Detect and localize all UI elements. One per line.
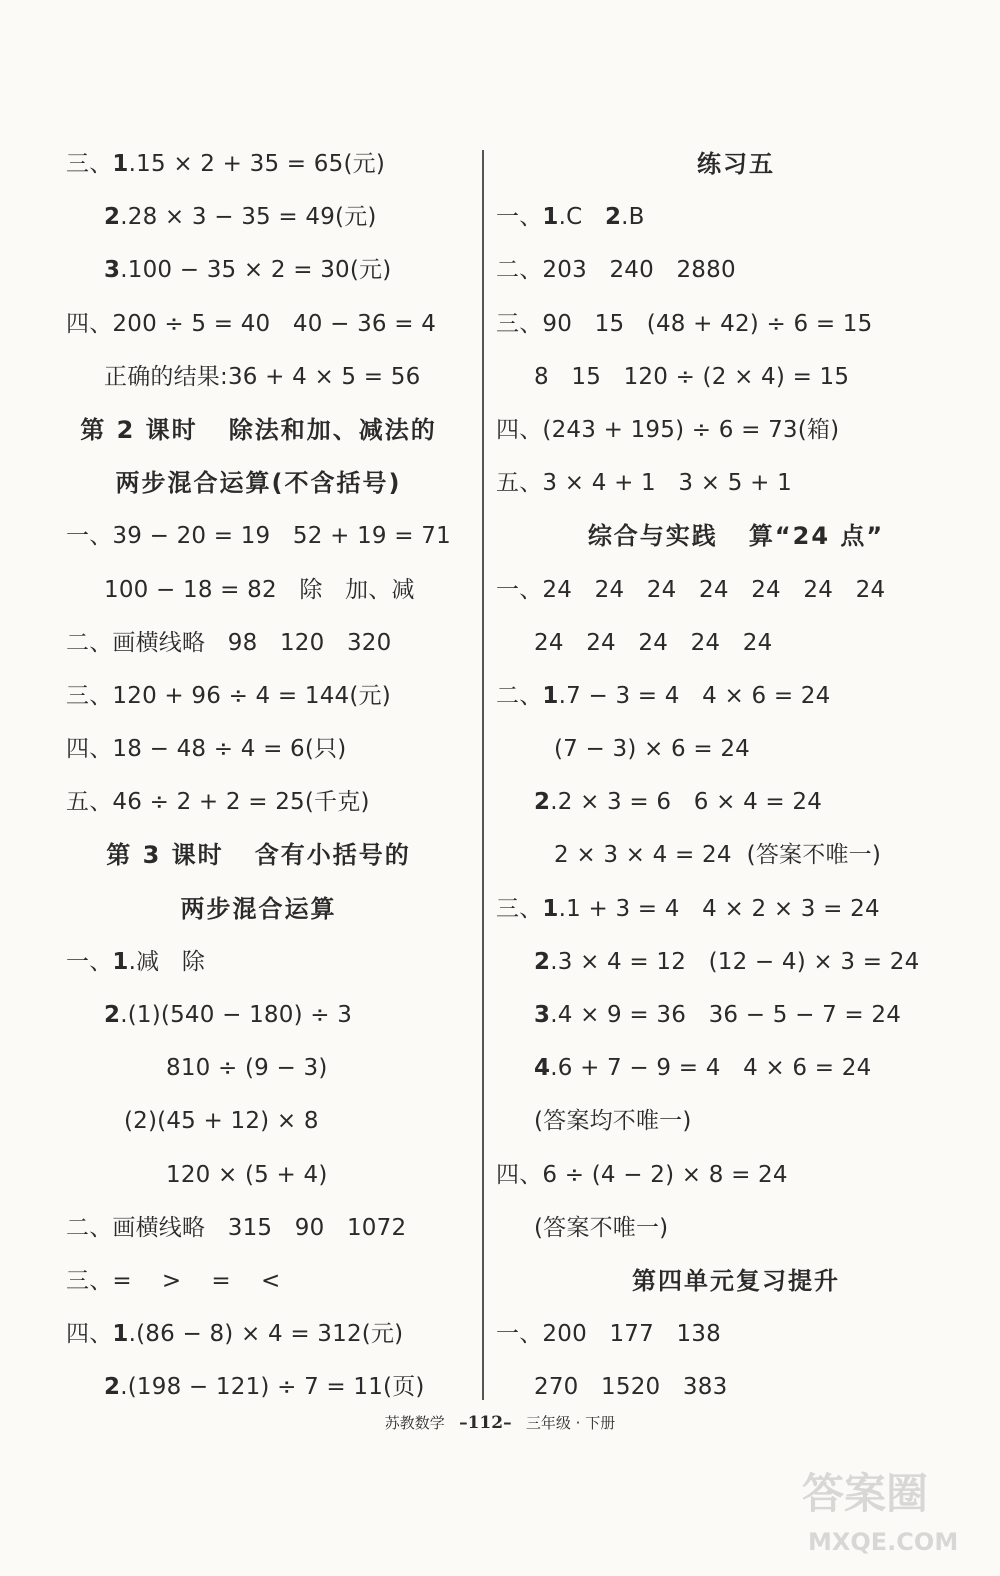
item-prefix: 四、 bbox=[496, 416, 543, 443]
item-prefix: 一、 bbox=[496, 1321, 543, 1348]
answer-line bbox=[66, 617, 471, 670]
answer-line bbox=[66, 1308, 471, 1361]
answer-text: 正确的结果:36 + 4 × 5 = 56 bbox=[104, 363, 421, 390]
heading-text: 第 3 课时 含有小括号的 bbox=[106, 841, 411, 870]
item-prefix: 一、 bbox=[496, 204, 543, 231]
answer-text: (答案均不唯一) bbox=[534, 1108, 692, 1135]
answer-text: 120 + 96 ÷ 4 = 144(元) bbox=[112, 682, 391, 709]
answer-line bbox=[66, 510, 471, 563]
answer-line bbox=[66, 191, 471, 244]
answer-line bbox=[66, 1095, 471, 1148]
sub-item-number: 3 bbox=[104, 257, 121, 284]
sub-item-number: 2 bbox=[534, 789, 551, 816]
footer-grade: 三年级 · 下册 bbox=[525, 1414, 616, 1432]
answer-line bbox=[66, 1202, 471, 1255]
answer-text: .(86 − 8) × 4 = 312(元) bbox=[128, 1321, 404, 1348]
answer-text: 270 1520 383 bbox=[534, 1374, 728, 1401]
answer-line bbox=[496, 1149, 976, 1202]
answer-line bbox=[496, 244, 976, 297]
answer-text: .(1)(540 − 180) ÷ 3 bbox=[120, 1002, 353, 1028]
answer-line bbox=[66, 1042, 471, 1095]
section-heading bbox=[46, 829, 471, 882]
answer-text: 18 − 48 ÷ 4 = 6(只) bbox=[112, 736, 347, 763]
item-prefix: 四、 bbox=[66, 1321, 113, 1348]
answer-line bbox=[66, 1361, 471, 1414]
answer-text: (243 + 195) ÷ 6 = 73(箱) bbox=[542, 416, 840, 443]
sub-item-number: 2 bbox=[534, 948, 551, 975]
answer-line bbox=[496, 1308, 976, 1361]
section-heading bbox=[46, 404, 471, 457]
answer-text: .3 × 4 = 12 (12 − 4) × 3 = 24 bbox=[550, 948, 920, 975]
sub-item-number: 1 bbox=[542, 682, 559, 709]
answer-text: (2)(45 + 12) × 8 bbox=[124, 1108, 319, 1135]
answer-text: .2 × 3 = 6 6 × 4 = 24 bbox=[550, 789, 823, 816]
answer-text: 8 15 120 ÷ (2 × 4) = 15 bbox=[534, 363, 850, 390]
item-prefix: 一、 bbox=[496, 576, 543, 603]
sub-item-number: 2 bbox=[104, 1002, 121, 1028]
sub-item-number: 4 bbox=[534, 1055, 551, 1082]
answer-line bbox=[66, 723, 471, 776]
section-heading bbox=[46, 457, 471, 510]
sub-item-number: 2 bbox=[104, 204, 121, 231]
item-prefix: 四、 bbox=[66, 310, 113, 337]
answer-line bbox=[496, 829, 976, 882]
answer-text: 203 240 2880 bbox=[542, 257, 736, 284]
answer-line bbox=[496, 1361, 976, 1414]
answer-text: (7 − 3) × 6 = 24 bbox=[554, 736, 750, 763]
answer-line bbox=[496, 298, 976, 351]
page-number: 112 bbox=[467, 1413, 504, 1433]
answer-text: .(198 − 121) ÷ 7 = 11(页) bbox=[120, 1374, 425, 1401]
answer-line bbox=[496, 936, 976, 989]
watermark-domain: MXQE.COM bbox=[808, 1528, 959, 1556]
answer-line bbox=[66, 1255, 471, 1308]
answer-line bbox=[496, 776, 976, 829]
answer-text: 810 ÷ (9 − 3) bbox=[166, 1055, 328, 1082]
answer-line bbox=[496, 404, 976, 457]
item-prefix: 五、 bbox=[496, 470, 543, 497]
answer-text: .B bbox=[621, 204, 645, 231]
answer-text: 3 × 4 + 1 3 × 5 + 1 bbox=[542, 470, 792, 497]
answer-text: 画横线略 98 120 320 bbox=[112, 629, 392, 656]
answer-line bbox=[496, 1042, 976, 1095]
answer-text: 24 24 24 24 24 bbox=[534, 629, 773, 656]
answer-text: 46 ÷ 2 + 2 = 25(千克) bbox=[112, 789, 370, 816]
watermark-logo bbox=[796, 1450, 976, 1560]
column-divider bbox=[482, 150, 484, 1400]
footer-subject: 苏教数学 bbox=[384, 1414, 445, 1432]
answer-text: 6 ÷ (4 − 2) × 8 = 24 bbox=[542, 1161, 788, 1188]
item-prefix: 三、 bbox=[496, 310, 543, 337]
answer-text: 画横线略 315 90 1072 bbox=[112, 1214, 407, 1241]
answer-line bbox=[66, 989, 471, 1042]
answer-text: .7 − 3 = 4 4 × 6 = 24 bbox=[558, 682, 831, 709]
answer-line bbox=[496, 989, 976, 1042]
answer-line bbox=[66, 138, 471, 191]
item-prefix: 三、 bbox=[66, 151, 113, 177]
answer-text: 200 ÷ 5 = 40 40 − 36 = 4 bbox=[112, 310, 437, 337]
answer-text: 90 15 (48 + 42) ÷ 6 = 15 bbox=[542, 310, 873, 337]
item-prefix: 二、 bbox=[496, 257, 543, 284]
answer-text: .4 × 9 = 36 36 − 5 − 7 = 24 bbox=[550, 1002, 902, 1028]
answer-text: .1 + 3 = 4 4 × 2 × 3 = 24 bbox=[558, 895, 880, 922]
section-heading bbox=[496, 138, 976, 191]
sub-item-number: 1 bbox=[112, 151, 129, 177]
section-heading bbox=[496, 1255, 976, 1308]
item-prefix: 四、 bbox=[496, 1161, 543, 1188]
answer-line bbox=[66, 1149, 471, 1202]
answer-line bbox=[496, 1095, 976, 1148]
answer-text: 100 − 18 = 82 除 加、减 bbox=[104, 576, 415, 603]
sub-item-number: 2 bbox=[604, 204, 622, 231]
item-prefix: 一、 bbox=[66, 523, 113, 550]
answer-text: 120 × (5 + 4) bbox=[166, 1161, 328, 1188]
item-prefix: 三、 bbox=[496, 895, 543, 922]
answer-line bbox=[496, 457, 976, 510]
answer-text: (答案不唯一) bbox=[534, 1214, 669, 1241]
answer-line bbox=[496, 883, 976, 936]
item-prefix: 三、 bbox=[66, 1267, 113, 1294]
answer-line bbox=[66, 244, 471, 297]
heading-text: 第 2 课时 除法和加、减法的 bbox=[80, 415, 437, 444]
left-column bbox=[66, 138, 471, 1415]
answer-line bbox=[496, 617, 976, 670]
item-prefix: 五、 bbox=[66, 789, 113, 816]
answer-text: 200 177 138 bbox=[542, 1321, 721, 1348]
section-heading bbox=[496, 510, 976, 563]
answer-text: 2 × 3 × 4 = 24 (答案不唯一) bbox=[554, 842, 882, 869]
answer-text: .C bbox=[558, 204, 605, 231]
sub-item-number: 1 bbox=[112, 1321, 129, 1348]
answer-line bbox=[66, 564, 471, 617]
item-prefix: 二、 bbox=[496, 682, 543, 709]
page-footer: 苏教数学 –112– 三年级 · 下册 bbox=[384, 1413, 616, 1433]
item-prefix: 四、 bbox=[66, 736, 113, 763]
heading-text: 练习五 bbox=[697, 150, 775, 178]
answer-line bbox=[66, 351, 471, 404]
answer-line bbox=[496, 351, 976, 404]
answer-line bbox=[66, 670, 471, 723]
answer-line bbox=[496, 723, 976, 776]
answer-line bbox=[66, 776, 471, 829]
answer-line bbox=[496, 564, 976, 617]
heading-text: 综合与实践 算“24 点” bbox=[587, 522, 885, 551]
answer-line bbox=[66, 936, 471, 989]
sub-item-number: 1 bbox=[542, 895, 559, 922]
heading-text: 两步混合运算(不含括号) bbox=[115, 469, 402, 498]
sub-item-number: 3 bbox=[534, 1002, 551, 1028]
sub-item-number: 1 bbox=[542, 204, 559, 231]
sub-item-number: 1 bbox=[112, 948, 129, 975]
item-prefix: 三、 bbox=[66, 682, 113, 709]
answer-text: 39 − 20 = 19 52 + 19 = 71 bbox=[112, 523, 451, 550]
answer-text: .减 除 bbox=[128, 948, 206, 975]
answer-text: .15 × 2 + 35 = 65(元) bbox=[128, 151, 385, 177]
answer-text: 24 24 24 24 24 24 24 bbox=[542, 576, 886, 603]
right-column bbox=[496, 138, 976, 1415]
watermark-brand: 答案圈 bbox=[802, 1469, 929, 1518]
item-prefix: 二、 bbox=[66, 1214, 113, 1241]
answer-line bbox=[496, 670, 976, 723]
answer-line bbox=[496, 191, 976, 244]
answer-line bbox=[66, 298, 471, 351]
item-prefix: 二、 bbox=[66, 629, 113, 656]
sub-item-number: 2 bbox=[104, 1374, 121, 1401]
section-heading bbox=[46, 883, 471, 936]
item-prefix: 一、 bbox=[66, 948, 113, 975]
answer-text: = > = < bbox=[112, 1267, 281, 1294]
answer-text: .100 − 35 × 2 = 30(元) bbox=[120, 257, 392, 284]
heading-text: 两步混合运算 bbox=[180, 894, 337, 923]
answer-text: .6 + 7 − 9 = 4 4 × 6 = 24 bbox=[550, 1055, 872, 1082]
answer-line bbox=[496, 1202, 976, 1255]
heading-text: 第四单元复习提升 bbox=[632, 1266, 840, 1295]
answer-text: .28 × 3 − 35 = 49(元) bbox=[120, 204, 377, 231]
